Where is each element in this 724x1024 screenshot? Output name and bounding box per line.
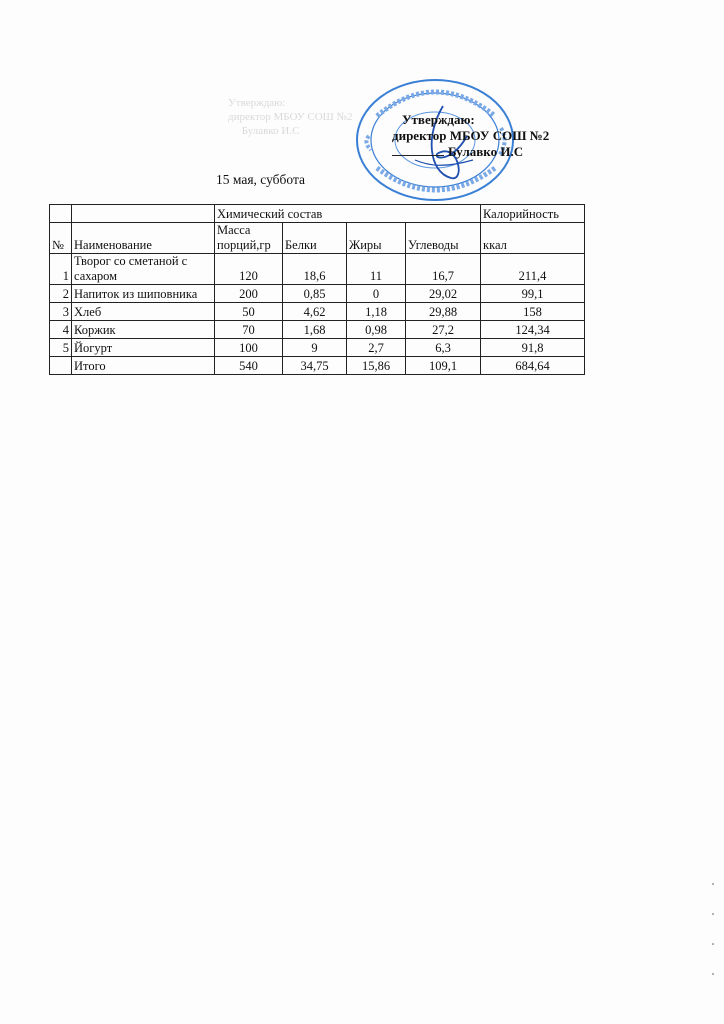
row-fat: 1,18 [347,303,406,321]
approval-title: Утверждаю: [402,112,475,127]
row-kcal: 99,1 [481,285,585,303]
row-name: Коржик [72,321,215,339]
row-fat: 0 [347,285,406,303]
table-total-row [50,357,585,375]
header-carb: Углеводы [406,223,481,254]
row-mass: 50 [215,303,283,321]
bleed-through-text: Утверждаю: директор МБОУ СОШ №2 Булавко И.С [228,97,353,137]
row-carb: 29,02 [406,285,481,303]
header-mass: Масса порций,гр [215,223,283,254]
row-carb: 27,2 [406,321,481,339]
row-mass: 120 [215,254,283,285]
approval-block [392,112,549,160]
row-name: Творог со сметаной с сахаром [72,254,215,285]
table-row [50,321,585,339]
total-kcal: 684,64 [481,357,585,375]
total-fat: 15,86 [347,357,406,375]
table-row [50,339,585,357]
menu-date: 15 мая, суббота [216,172,306,187]
header-number: № [50,223,72,254]
row-carb: 16,7 [406,254,481,285]
row-number: 2 [50,285,72,303]
header-fat: Жиры [347,223,406,254]
row-number: 1 [50,254,72,285]
row-name: Йогурт [72,339,215,357]
approval-name: Булавко И.С [448,144,524,159]
total-carb: 109,1 [406,357,481,375]
row-kcal: 91,8 [481,339,585,357]
table-row [50,254,585,285]
scan-edge-marks [710,874,716,994]
header-kcal-unit: ккал [481,223,585,254]
total-mass: 540 [215,357,283,375]
row-mass: 70 [215,321,283,339]
row-fat: 2,7 [347,339,406,357]
row-name: Хлеб [72,303,215,321]
row-number: 3 [50,303,72,321]
row-protein: 0,85 [283,285,347,303]
total-label: Итого [72,357,215,375]
total-protein: 34,75 [283,357,347,375]
table-header-row-2 [50,223,585,254]
row-kcal: 211,4 [481,254,585,285]
header-calorie: Калорийность [481,205,585,223]
header-chemical-composition: Химический состав [215,205,481,223]
row-mass: 200 [215,285,283,303]
row-fat: 0,98 [347,321,406,339]
table-row [50,285,585,303]
table-row [50,303,585,321]
row-carb: 6,3 [406,339,481,357]
header-protein: Белки [283,223,347,254]
row-fat: 11 [347,254,406,285]
row-number: 5 [50,339,72,357]
table-header-row-1 [50,205,585,223]
signature-underline [392,155,444,156]
menu-table [49,204,585,375]
row-number: 4 [50,321,72,339]
approval-position: директор МБОУ СОШ №2 [392,128,550,143]
approval-signature-line [392,144,549,160]
row-protein: 4,62 [283,303,347,321]
row-carb: 29,88 [406,303,481,321]
row-protein: 9 [283,339,347,357]
row-name: Напиток из шиповника [72,285,215,303]
row-kcal: 124,34 [481,321,585,339]
header-name: Наименование [72,223,215,254]
row-protein: 1,68 [283,321,347,339]
row-protein: 18,6 [283,254,347,285]
row-kcal: 158 [481,303,585,321]
row-mass: 100 [215,339,283,357]
